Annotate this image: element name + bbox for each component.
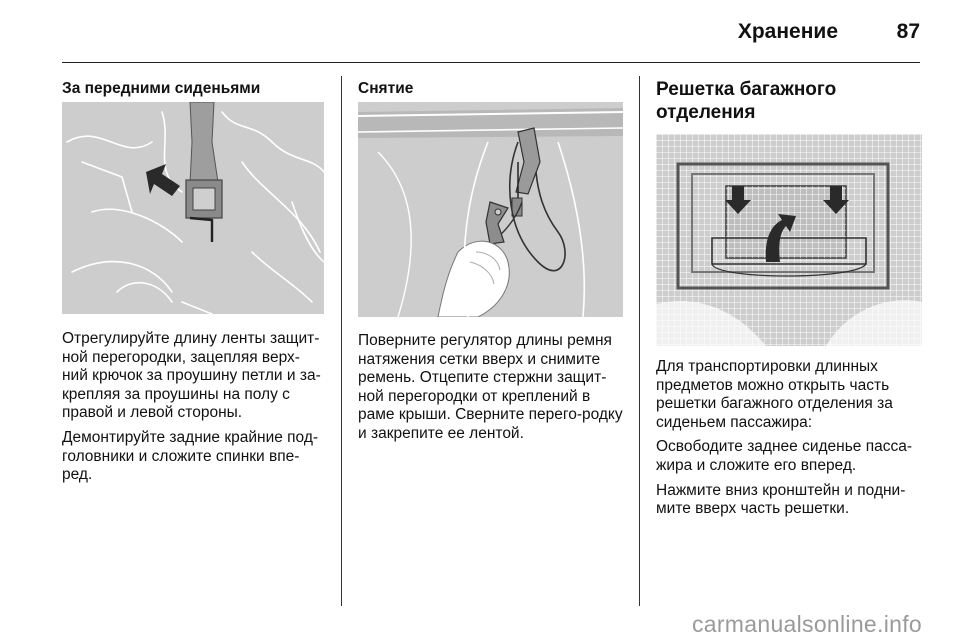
paragraph: Для транспортировки длинных предметов можно открыть часть решетки багажного отделения за сиденьем пассажира: — [656, 358, 893, 431]
column-divider — [341, 76, 342, 606]
section-heading: Решетка багажного отделения — [656, 79, 837, 123]
figure-removal — [358, 102, 623, 317]
page-title: Хранение — [737, 20, 838, 43]
column-divider — [639, 76, 640, 606]
paragraph: Поверните регулятор длины ремня натяжения сетки вверх и снимите ремень. Отцепите стержни защит-ной перегородки от креплений в раме крыши. Сверните перего-родку и закрепите ее лентой. — [358, 332, 623, 442]
section-heading: За передними сиденьями — [62, 80, 261, 97]
paragraph: Демонтируйте задние крайние под-головники и сложите спинки впе-ред. — [62, 428, 319, 484]
watermark-text: carmanualsonline.info — [691, 611, 922, 637]
section-text — [62, 330, 324, 491]
page-number: 87 — [896, 20, 920, 43]
section-text — [656, 358, 922, 525]
figure-belt-strap — [62, 102, 324, 314]
paragraph: Нажмите вниз кронштейн и подни-мите вверх часть решетки. — [656, 481, 906, 518]
paragraph: Освободите заднее сиденье пасса-жира и сложите его вперед. — [656, 438, 913, 474]
section-heading: Снятие — [358, 80, 414, 97]
paragraph: Отрегулируйте длину ленты защит-ной перегородки, зацепляя верх-ний крючок за проушину петли и за-крепляя за проушины на полу с правой и левой стороны. — [62, 330, 321, 422]
figure-cargo-grille — [656, 134, 922, 346]
page-header — [62, 0, 920, 63]
section-text — [358, 332, 623, 450]
